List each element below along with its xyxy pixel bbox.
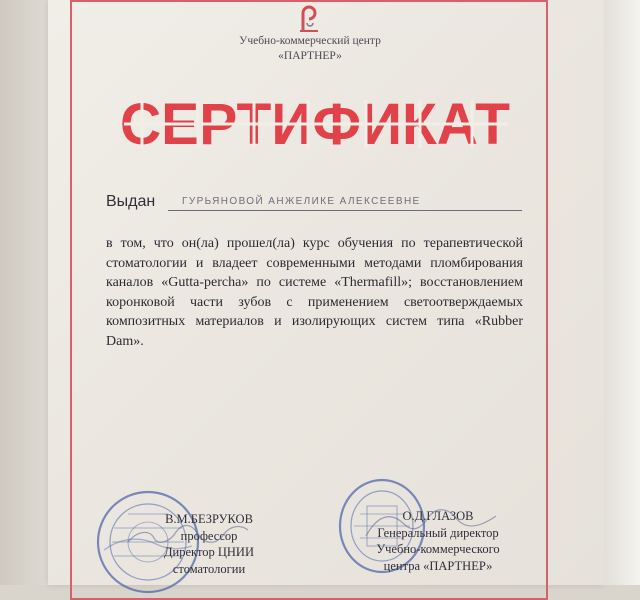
- background-right-edge: [604, 0, 640, 585]
- left-signatory-title-3: стоматологии: [172, 561, 246, 576]
- right-signature: [350, 490, 520, 560]
- certificate-title-text: СЕРТИФИКАТ: [120, 92, 510, 154]
- left-signatory-title-1: профессор: [180, 528, 238, 543]
- training-center-name: [180, 34, 440, 64]
- certificate-body-text: в том, что он(ла) прошел(ла) курс обучения по терапевтической стоматологии и владеет современными методами пломбирования каналов «Gutta-percha» по системе «Thermafill»; восстановлением коронковой части зубов с применением светоотверждаемых композитных материалов и изолирующих систем типа «Rubber Dam».: [106, 236, 523, 349]
- right-signatory-name: О.Д.ГЛАЗОВ: [402, 509, 474, 523]
- right-signatory-title-1: Генеральный директор: [377, 525, 499, 540]
- recipient-name: ГУРЬЯНОВОЙ АНЖЕЛИКЕ АЛЕКСЕЕВНЕ: [182, 196, 421, 207]
- right-signatory-title-3: центра «ПАРТНЕР»: [383, 558, 493, 573]
- right-signatory-title-2: Учебно-коммерческого: [376, 542, 500, 557]
- left-signatory-title-2: Директор ЦНИИ: [164, 545, 254, 560]
- training-center-line-2: «ПАРТНЕР»: [278, 50, 342, 62]
- background-left-edge: [0, 0, 48, 585]
- recipient-underline: [168, 210, 522, 211]
- issued-to-label: Выдан: [106, 193, 156, 210]
- training-center-line-1: Учебно-коммерческий центр: [239, 35, 381, 47]
- certificate-title: [100, 90, 530, 154]
- partner-logo-icon: [294, 3, 324, 33]
- left-signature: [118, 500, 278, 570]
- left-signatory-name: В.М.БЕЗРУКОВ: [165, 512, 253, 526]
